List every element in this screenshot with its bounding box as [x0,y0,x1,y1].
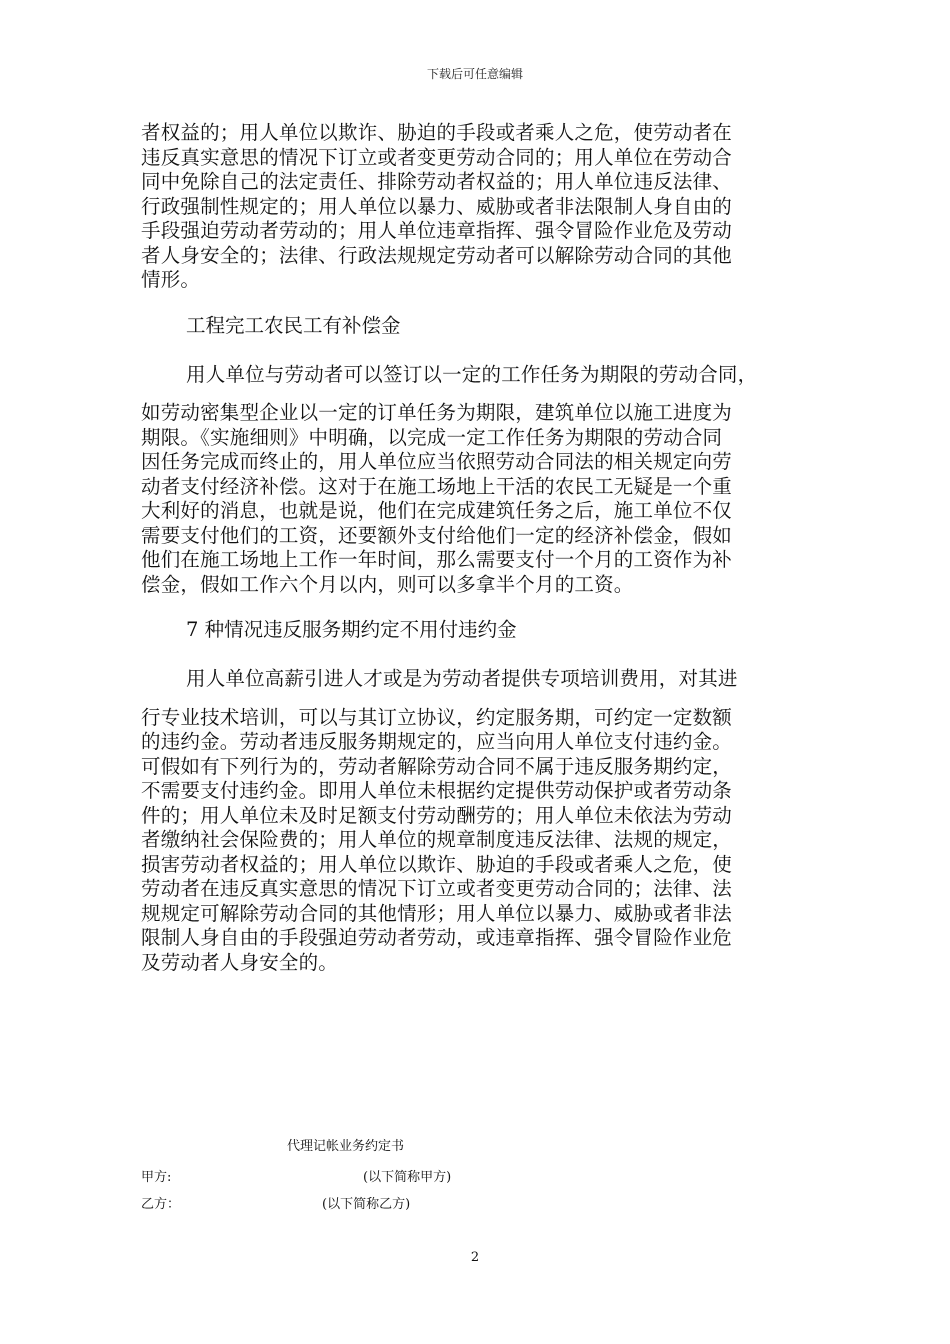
text-line: 及劳动者人身安全的。 [141,950,339,974]
text-line: 手段强迫劳动者劳动的；用人单位违章指挥、强令冒险作业危及劳动 [141,219,733,242]
text-line: 不需要支付违约金。即用人单位未根据约定提供劳动保护或者劳动条 [141,779,733,802]
text-line: 期限。《实施细则》中明确，以完成一定工作任务为期限的劳动合同 [141,425,723,449]
text-line: 者人身安全的；法律、行政法规规定劳动者可以解除劳动合同的其他 [141,243,733,267]
text-line: 大利好的消息，也就是说，他们在完成建筑任务之后，施工单位不仅 [141,499,733,522]
document-body [141,121,821,975]
text-line: 行政强制性规定的；用人单位以暴力、威胁或者非法限制人身自由的 [141,194,733,218]
paragraph-2 [141,363,821,598]
text-line: 如劳动密集型企业以一定的订单任务为期限，建筑单位以施工进度为 [141,401,733,424]
text-line: 违反真实意思的情况下订立或者变更劳动合同的；用人单位在劳动合 [141,145,733,169]
text-line: 行专业技术培训，可以与其订立协议，约定服务期，可约定一定数额 [141,705,733,729]
text-line: 用人单位高薪引进人才或是为劳动者提供专项培训费用，对其进 [186,667,738,690]
page-number: 2 [470,1250,480,1265]
text-line: 可假如有下列行为的，劳动者解除劳动合同不属于违反服务期约定， [141,754,733,778]
text-line: 者权益的；用人单位以欺诈、胁迫的手段或者乘人之危，使劳动者在 [141,121,733,144]
paragraph-1 [141,121,821,293]
party-b-label: 乙方： [141,1197,181,1212]
text-line: 的违约金。劳动者违反服务期规定的，应当向用人单位支付违约金。 [141,730,733,753]
text-line: 因任务完成而终止的，用人单位应当依照劳动合同法的相关规定向劳 [141,450,733,473]
text-line: 同中免除自己的法定责任、排除劳动者权益的；用人单位违反法律、 [141,170,733,193]
text-line: 动者支付经济补偿。这对于在施工场地上干活的农民工无疑是一个重 [141,474,733,498]
text-line: 需要支付他们的工资，还要额外支付给他们一定的经济补偿金，假如 [141,523,733,547]
party-a-note: (以下简称甲方) [363,1170,452,1185]
section-heading-compensation: 工程完工农民工有补偿金 [186,313,401,337]
text-line: 偿金，假如工作六个月以内，则可以多拿半个月的工资。 [141,572,634,596]
section-heading-service-period: 7 种情况违反服务期约定不用付违约金 [186,618,517,641]
text-line: 者缴纳社会保险费的；用人单位的规章制度违反法律、法规的规定， [141,828,733,851]
agreement-title: 代理记帐业务约定书 [287,1139,405,1154]
page-header: 下载后可任意编辑 [426,67,523,81]
paragraph-3 [141,667,821,975]
text-line: 他们在施工场地上工作一年时间，那么需要支付一个月的工资作为补 [141,548,733,571]
text-line: 限制人身自由的手段强迫劳动者劳动，或违章指挥、强令冒险作业危 [141,926,733,949]
text-line: 损害劳动者权益的；用人单位以欺诈、胁迫的手段或者乘人之危，使 [141,852,733,876]
text-line: 劳动者在违反真实意思的情况下订立或者变更劳动合同的；法律、法 [141,877,733,900]
party-b-note: (以下简称乙方) [322,1197,411,1212]
party-a-label: 甲方: [141,1170,172,1185]
text-line: 规规定可解除劳动合同的其他情形；用人单位以暴力、威胁或者非法 [141,901,733,925]
text-line: 用人单位与劳动者可以签订以一定的工作任务为期限的劳动合同， [186,362,758,386]
text-line: 情形。 [141,268,201,291]
text-line: 件的；用人单位未及时足额支付劳动酬劳的；用人单位未依法为劳动 [141,803,733,827]
